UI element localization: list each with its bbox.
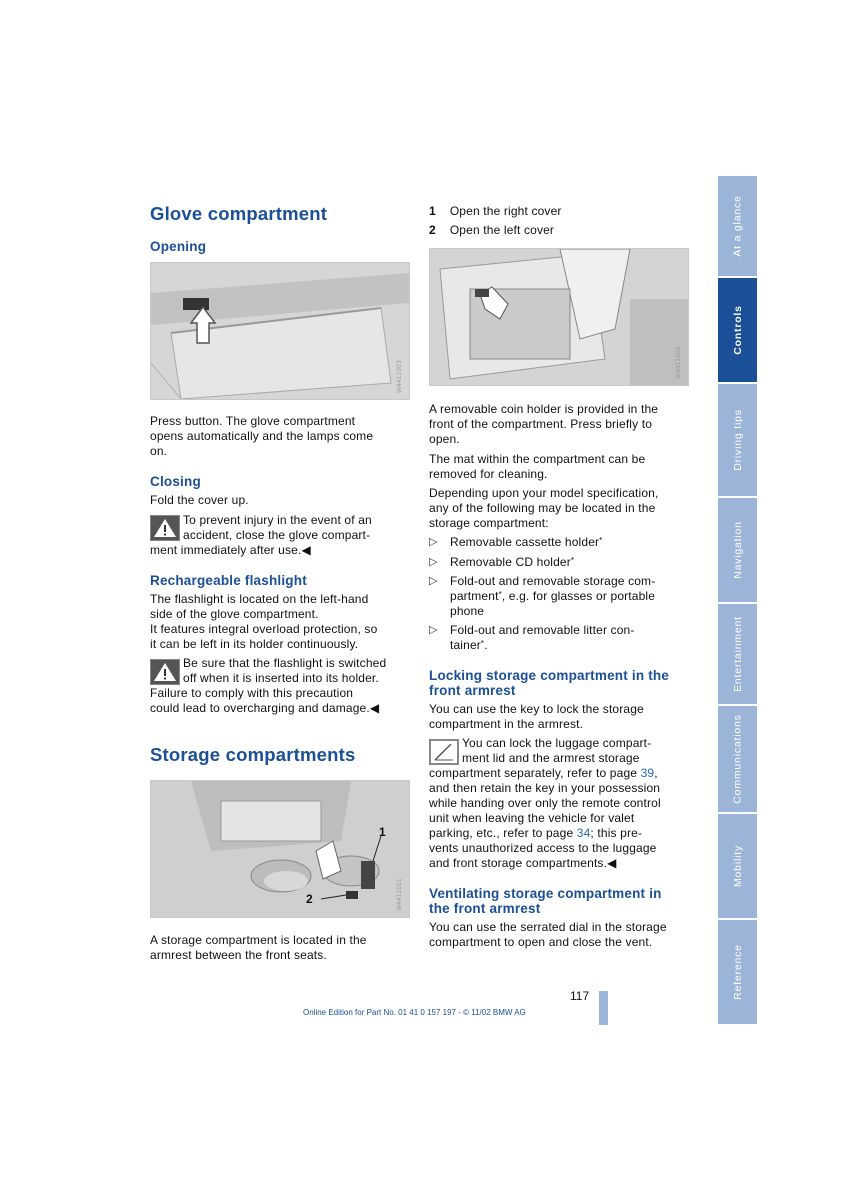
mat-text: The mat within the compartment can be removed for cleaning. (429, 452, 646, 481)
locking-note-middle: and then retain the key in your possession while handing over only the remote control unit when leaving the vehicle for valet (429, 781, 661, 825)
locking-note-line-3: compartment separately, refer to page 39, (429, 766, 658, 780)
section-title-glove-compartment: Glove compartment (150, 203, 328, 224)
heading-opening: Opening (150, 239, 207, 254)
locking-note-line-2: ment lid and the armrest storage (462, 751, 640, 765)
tab-navigation[interactable]: Navigation (718, 498, 757, 604)
flashlight-warning-line-2: off when it is inserted into its holder. (183, 671, 379, 685)
page-number: 117 (570, 989, 590, 1003)
bullet-marker: ▷ (429, 575, 438, 587)
tab-communications[interactable]: Communications (718, 706, 757, 814)
figure-label-1: 1 (379, 825, 386, 839)
page-39-link[interactable]: 39 (640, 766, 655, 780)
locking-note-line-1: You can lock the luggage compart- (462, 736, 652, 750)
tab-at-a-glance[interactable]: At a glance (718, 176, 757, 278)
storage-text: A storage compartment is located in the armrest between the front seats. (150, 933, 367, 962)
bullet-cd-holder: Removable CD holder* (450, 555, 575, 569)
opening-text: Press button. The glove compartment opens automatically and the lamps come on. (150, 414, 374, 458)
svg-text:W4411008: W4411008 (675, 346, 682, 379)
bullet-cassette-holder: Removable cassette holder* (450, 535, 603, 549)
coin-holder-text: A removable coin holder is provided in the front of the compartment. Press briefly to open. (429, 402, 659, 446)
flashlight-warning-line-4: could lead to overcharging and damage.◀ (150, 701, 380, 715)
glove-compartment-figure (150, 262, 410, 400)
tab-driving-tips[interactable]: Driving tips (718, 384, 757, 498)
flashlight-warning-line-1: Be sure that the flashlight is switched (183, 656, 387, 670)
edition-footer: Online Edition for Part No. 01 41 0 157 197 - © 11/02 BMW AG (303, 1008, 526, 1017)
svg-text:W4411011: W4411011 (396, 878, 403, 911)
locking-text: You can use the key to lock the storage compartment in the armrest. (429, 702, 644, 731)
bullet-litter-container: Fold-out and removable litter con- tainer*. (450, 623, 635, 652)
figure-label-2: 2 (306, 892, 313, 906)
heading-locking-storage: Locking storage compartment in the front armrest (429, 668, 670, 698)
armrest-covers-figure (429, 248, 689, 386)
flashlight-text: The flashlight is located on the left-hand side of the glove compartment. It features integral overload protection, so it can be left in its holder continuously. (150, 592, 378, 651)
heading-closing: Closing (150, 474, 201, 489)
tab-entertainment[interactable]: Entertainment (718, 604, 757, 706)
warning-icon (150, 515, 180, 541)
tab-mobility[interactable]: Mobility (718, 814, 757, 920)
vent-text: You can use the serrated dial in the storage compartment to open and close the vent. (429, 920, 667, 949)
locking-note-end: vents unauthorized access to the luggage and front storage compartments.◀ (429, 841, 657, 870)
closing-text: Fold the cover up. (150, 493, 249, 507)
bullet-marker: ▷ (429, 556, 438, 568)
svg-text:W4411003: W4411003 (396, 360, 403, 393)
bullet-marker: ▷ (429, 536, 438, 548)
heading-rechargeable-flashlight: Rechargeable flashlight (150, 573, 307, 588)
locking-note-line-7: parking, etc., refer to page 34; this pre- (429, 826, 643, 840)
flashlight-warning-line-3: Failure to comply with this precaution (150, 686, 354, 700)
bullet-storage-compartment: Fold-out and removable storage com- partment*, e.g. for glasses or portable phone (450, 574, 656, 618)
heading-ventilating-storage: Ventilating storage compartment in the front armrest (429, 886, 662, 916)
tab-controls[interactable]: Controls (718, 278, 757, 384)
model-spec-text: Depending upon your model specification, any of the following may be located in the storage compartment: (429, 486, 659, 530)
step-2: 2 Open the left cover (429, 223, 555, 237)
page-number-bar (599, 991, 608, 1025)
armrest-storage-figure (150, 780, 410, 918)
closing-warning-line-1: To prevent injury in the event of an (183, 513, 372, 527)
section-title-storage-compartments: Storage compartments (150, 744, 356, 765)
bullet-marker: ▷ (429, 624, 438, 636)
tab-reference[interactable]: Reference (718, 920, 757, 1026)
closing-warning-line-3: ment immediately after use.◀ (150, 543, 311, 557)
page-34-link[interactable]: 34 (576, 826, 591, 840)
note-icon (429, 739, 459, 765)
step-1: 1 Open the right cover (429, 204, 562, 218)
closing-warning-line-2: accident, close the glove compart- (183, 528, 371, 542)
warning-icon (150, 659, 180, 685)
